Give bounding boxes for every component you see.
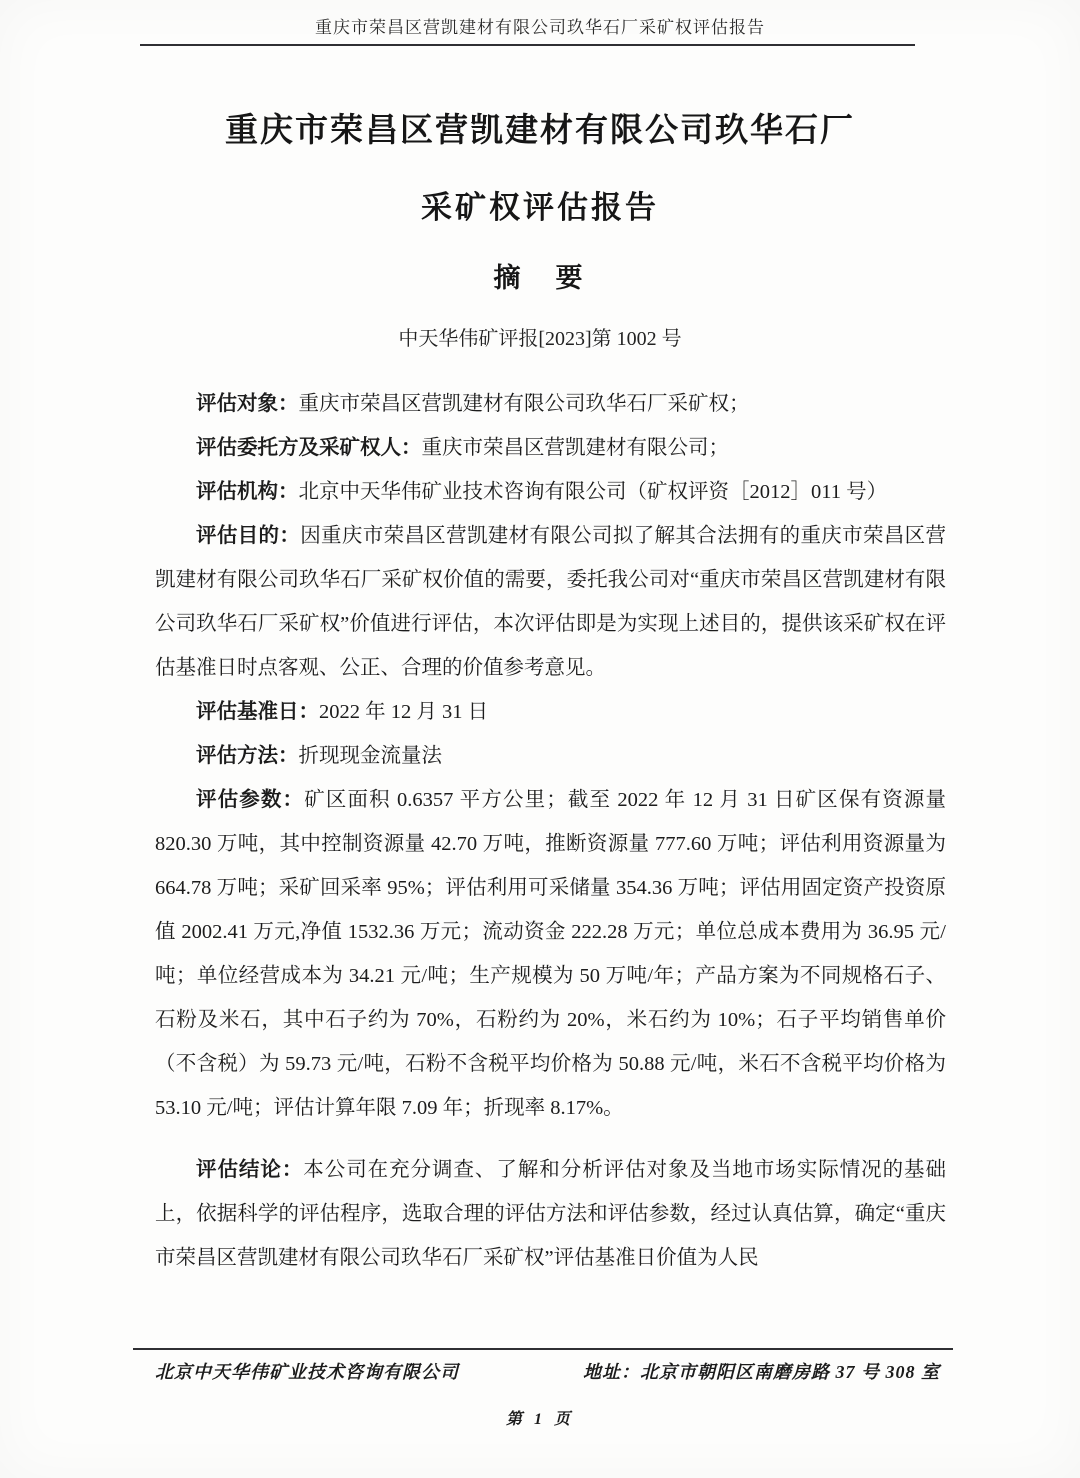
document-title-line1: 重庆市荣昌区营凯建材有限公司玖华石厂 xyxy=(225,113,855,149)
paragraph-text: 因重庆市荣昌区营凯建材有限公司拟了解其合法拥有的重庆市荣昌区营凯建材有限公司玖华石厂采矿权价值的需要，委托我公司对“重庆市荣昌区营凯建材有限公司玖华石厂采矿权”价值进行评估，本次评估即是为实现上述目的，提供该采矿权在评估基准日时点客观、公正、合理的价值参考意见。 xyxy=(155,525,947,679)
paragraph-text: 折现现金流量法 xyxy=(298,745,442,767)
running-header-title: 重庆市荣昌区营凯建材有限公司玖华石厂采矿权评估报告 xyxy=(315,18,765,37)
footer-company: 北京中天华伟矿业技术咨询有限公司 xyxy=(155,1362,459,1382)
document-number: 中天华伟矿评报[2023]第 1002 号 xyxy=(398,328,682,350)
paragraph-label: 评估方法： xyxy=(196,745,299,767)
paragraph-text: 重庆市荣昌区营凯建材有限公司； xyxy=(421,437,729,459)
paragraph-parameters xyxy=(155,778,946,1130)
page-number: 第 1 页 xyxy=(505,1411,574,1428)
paragraph-text: 重庆市荣昌区营凯建材有限公司玖华石厂采矿权； xyxy=(298,393,750,415)
paragraph-text: 2022 年 12 月 31 日 xyxy=(319,701,489,723)
paragraph-text: 矿区面积 0.6357 平方公里；截至 2022 年 12 月 31 日矿区保有资源量 820.30 万吨，其中控制资源量 42.70 万吨，推断资源量 777.60 万吨；评估利用资源量为 664.78 万吨；采矿回采率 95%；评估利用可采储量 354.36 万吨；评估用固定资产投资原值 2002.41 万元,净值 1532.36 万元；流动资金 222.28 万元；单位总成本费用为 36.95 元/吨；单位经营成本为 34.21 元/吨；生产规模为 50 万吨/年；产品方案为不同规格石子、石粉及米石，其中石子约为 70%，石粉约为 20%，米石约为 10%；石子平均销售单价（不含税）为 59.73 元/吨，石粉不含税平均价格为 50.88 元/吨，米石不含税平均价格为 53.10 元/吨；评估计算年限 7.09 年；折现率 8.17%。 xyxy=(155,789,947,1119)
paragraph-assessment-purpose xyxy=(155,514,946,690)
paragraph-assessment-agency xyxy=(155,470,946,514)
paragraph-label: 评估基准日： xyxy=(196,701,319,723)
paragraph-conclusion xyxy=(155,1148,946,1280)
document-title-line2: 采矿权评估报告 xyxy=(421,190,659,225)
page-footer xyxy=(0,1348,1080,1429)
footer-row xyxy=(155,1358,940,1384)
footer-rule xyxy=(133,1348,953,1350)
paragraph-label: 评估结论： xyxy=(196,1159,304,1181)
report-body xyxy=(155,382,946,1280)
paragraph-label: 评估目的： xyxy=(196,525,301,547)
paragraph-method xyxy=(155,734,946,778)
paragraph-text: 本公司在充分调查、了解和分析评估对象及当地市场实际情况的基础上，依据科学的评估程序，选取合理的评估方法和评估参数，经过认真估算，确定“重庆市荣昌区营凯建材有限公司玖华石厂采矿权”评估基准日价值为人民 xyxy=(155,1159,947,1269)
paragraph-assessment-object xyxy=(155,382,946,426)
paragraph-base-date xyxy=(155,690,946,734)
abstract-heading: 摘 要 xyxy=(493,263,587,293)
running-header xyxy=(0,0,1080,38)
paragraph-label: 评估参数： xyxy=(196,789,305,811)
paragraph-text: 北京中天华伟矿业技术咨询有限公司（矿权评资［2012］011 号） xyxy=(298,481,888,503)
paragraph-label: 评估委托方及采矿权人： xyxy=(196,437,422,459)
header-rule xyxy=(140,44,915,46)
paragraph-client-and-rights-holder xyxy=(155,426,946,470)
paragraph-label: 评估对象： xyxy=(196,393,299,415)
paragraph-label: 评估机构： xyxy=(196,481,299,503)
footer-address: 地址：北京市朝阳区南磨房路 37 号 308 室 xyxy=(583,1362,940,1382)
